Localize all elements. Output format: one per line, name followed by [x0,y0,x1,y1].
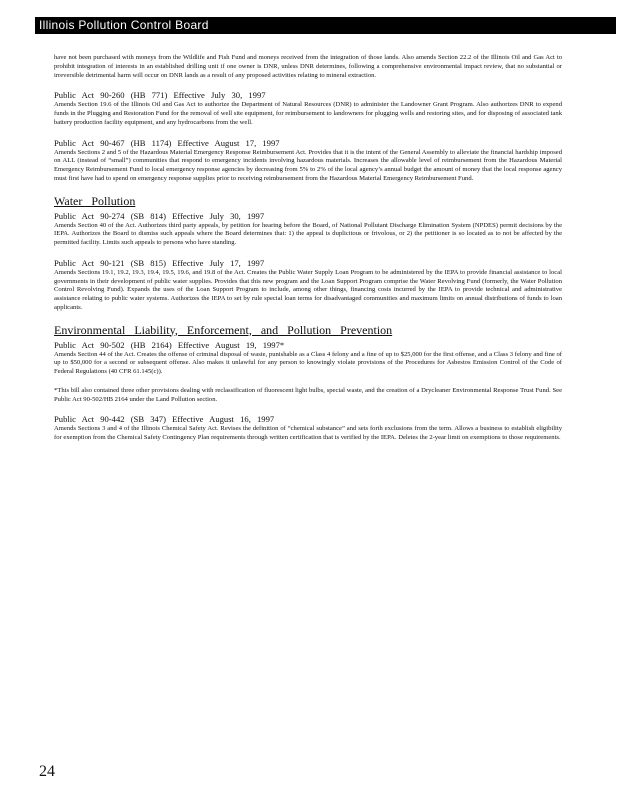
paragraph-gap [54,248,562,258]
paragraph-gap [54,184,562,194]
running-header [35,17,616,34]
header-title: Illinois Pollution Control Board [39,18,209,32]
paragraph-gap [54,128,562,138]
paragraph-gap [54,377,562,387]
body-paragraph: Amends Section 19.6 of the Illinois Oil and Gas Act to authorize the Department of Natural Resources (DNR) to administer the Landowner Grant Program. Also authorizes DNR to expend funds in the Plugging and Restoration Fund for the removal of well site equipment, for reimbursement to landowners for plugging wells and restoring sites, and for disposing of associated tank battery production facility equipment, and any hydrocarbons from the well. [54,101,562,126]
public-act-heading: Public Act 90-467 (HB 1174) Effective August 17, 1997 [54,137,280,148]
public-act-heading: Public Act 90-502 (HB 2164) Effective August 19, 1997* [54,339,285,350]
body-paragraph: *This bill also contained three other provisions dealing with reclassification of fluorescent light bulbs, special waste, and the creation of a Drycleaner Environmental Response Trust Fund. See Public Act 90-502/HB 2164 under the Land Pollution section. [54,386,562,403]
public-act-heading: Public Act 90-260 (HB 771) Effective July 30, 1997 [54,90,266,101]
section-heading: Environmental Liability, Enforcement, and Pollution Prevention [54,322,393,337]
page-body [54,54,562,443]
body-paragraph: Amends Section 40 of the Act. Authorizes third party appeals, by petition for hearing before the Board, of National Pollutant Discharge Elimination System (NPDES) permit decisions by the IEPA. Authorizes the Board to dismiss such appeals where the Board determines that: 1) the appeal is duplicitous or frivolous, or 2) the petitioner is so located as to not be affected by the permitted facility. Limits such appeals to persons who have standing. [54,221,562,246]
paragraph-gap [54,313,562,323]
body-paragraph: have not been purchased with moneys from the Wildlife and Fish Fund and moneys received from the integration of those lands. Also amends Section 22.2 of the Illinois Oil and Gas Act to prohibit integration of interests in an established drilling unit if one owner is DNR, unless DNR determines, following a comprehensive environmental impact review, that no substantial or irreversible detrimental harm will occur on DNR lands as a result of any proposed activities relating to mineral extraction. [54,54,562,79]
public-act-heading: Public Act 90-121 (SB 815) Effective July 17, 1997 [54,257,265,268]
body-paragraph: Amends Sections 2 and 5 of the Hazardous Material Emergency Response Reimbursement Act. Provides that it is the intent of the General Assembly to alleviate the financial hardship imposed on ALL (instead of “small”) communities that respond to emergency incidents involving hazardous materials. Increases the allowable level of reimbursement from the Hazardous Material Emergency Reimbursement Fund to local emergency response agencies by decreasing from 5% to 2% of the local agency’s annual budget the amount of money that the local response agency must first have had to spend on emergency response supplies prior to receiving reimbursement from the Hazardous Material Emergency Reimbursement Fund. [54,148,562,182]
paragraph-gap [54,404,562,414]
public-act-heading: Public Act 90-274 (SB 814) Effective July 30, 1997 [54,210,265,221]
body-paragraph: Amends Sections 19.1, 19.2, 19.3, 19.4, 19.5, 19.6, and 19.8 of the Act. Creates the Public Water Supply Loan Program to be administered by the IEPA to provide financial assistance to local governments in their development of public water supplies. Provides that this new program and the Loan Support Program comprise the Water Revolving Fund (formerly, the Water Pollution Control Revolving Fund). Expands the uses of the Loan Support Program to include, among other things, financing costs incurred by the IEPA to provide technical and administrative assistance relating to public water systems. Authorizes the IEPA to set by rule special loan terms for disadvantaged communities and maximum limits on annual distributions of funds to loan applicants. [54,268,562,311]
page-number: 24 [39,763,55,780]
body-paragraph: Amends Sections 3 and 4 of the Illinois Chemical Safety Act. Revises the definition of “chemical substance” and sets forth exclusions from the term. Allows a business to establish eligibility for exemption from the Chemical Safety Contingency Plan requirements through written certification that is verified by the IEPA. Deletes the 2-year limit on exemptions to those requirements. [54,425,562,441]
public-act-heading: Public Act 90-442 (SB 347) Effective August 16, 1997 [54,414,275,425]
body-paragraph: Amends Section 44 of the Act. Creates the offense of criminal disposal of waste, punishable as a Class 4 felony and a fine of up to $25,000 for the first offense, and a Class 3 felony and fine of up to $50,000 for a second or subsequent offense. Also makes it unlawful for any person to knowingly violate provisions of the Procedures for Asbestos Emission Control of the Code of Federal Regulations (40 CFR 61.145(c)). [54,350,562,375]
section-heading: Water Pollution [54,193,136,208]
paragraph-gap [54,80,562,90]
